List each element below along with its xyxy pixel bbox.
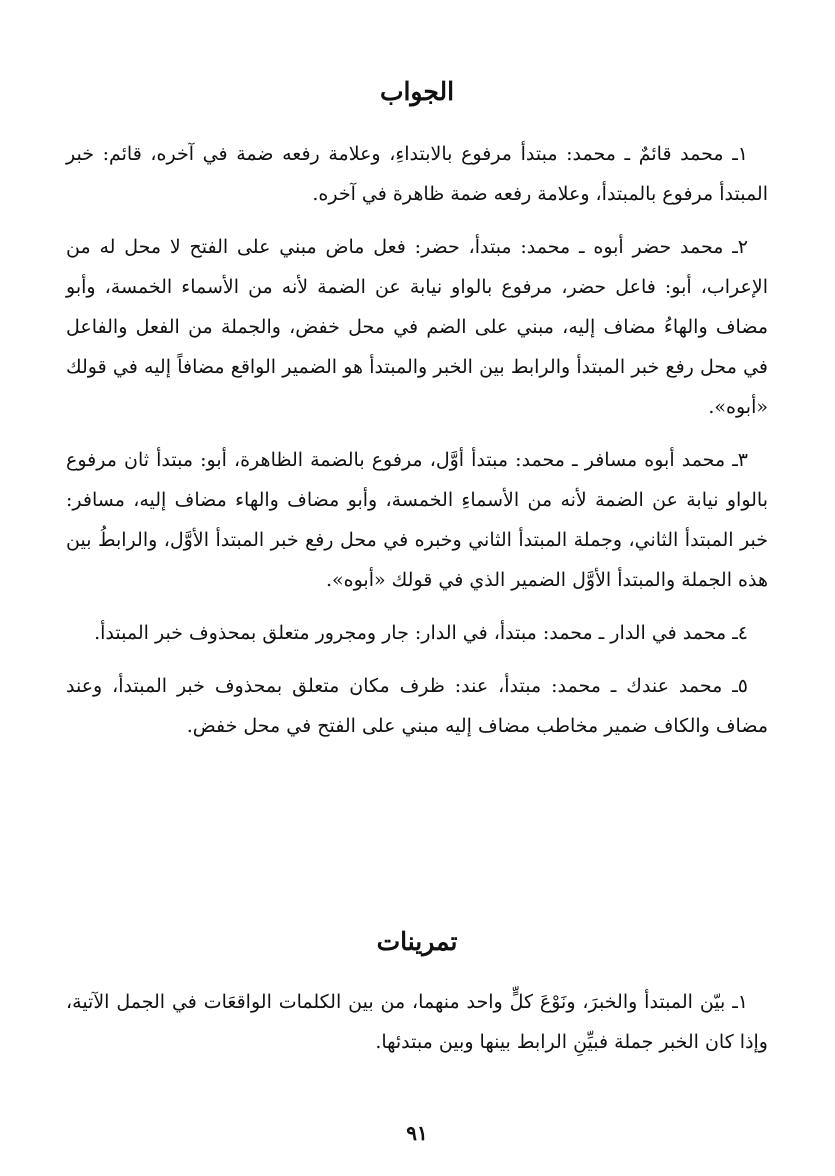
- exercises-heading: تمرينات: [376, 927, 458, 956]
- exercises-section: [66, 982, 768, 1075]
- book-page: [66, 0, 768, 1176]
- exercise-paragraph-1: ١ـ بيّن المبتدأ والخبرَ، ونَوْعَ كلٍّ واحد منهما، من بين الكلمات الواقعَات في الجمل الآتية، وإذا كان الخبر جملة فبيِّنِ الرابط بينها وبين مبتدئها.: [66, 991, 768, 1053]
- page-number: ٩١: [406, 1121, 428, 1145]
- answer-paragraph-2: ٢ـ محمد حضر أبوه ـ محمد: مبتدأ، حضر: فعل ماض مبني على الفتح لا محل له من الإعراب، أبو: فاعل حضر، مرفوع بالواو نيابة عن الضمة لأنه من الأسماء الخمسة، وأبو مضاف والهاءُ مضاف إليه، مبني على الضم في محل خفض، والجملة من الفعل والفاعل في محل رفع خبر المبتدأ والرابط بين الخبر والمبتدأ هو الضمير الواقع مضافاً إليه في قولك «أبوه».: [66, 236, 768, 418]
- answer-paragraph-3: ٣ـ محمد أبوه مسافر ـ محمد: مبتدأ أوَّل، مرفوع بالضمة الظاهرة، أبو: مبتدأ ثان مرفوع بالواو نيابة عن الضمة لأنه من الأسماءِ الخمسة، وأبو مضاف والهاء مضاف إليه، مسافر: خبر المبتدأ الثاني، وجملة المبتدأ الثاني وخبره في محل رفع خبر المبتدأ الأوَّل، والرابطُ بين هذه الجملة والمبتدأ الأوَّل الضمير الذي في قولك «أبوه».: [66, 449, 768, 591]
- answer-paragraph-4: ٤ـ محمد في الدار ـ محمد: مبتدأ، في الدار: جار ومجرور متعلق بمحذوف خبر المبتدأ.: [94, 622, 748, 644]
- answer-heading: الجواب: [379, 77, 455, 106]
- answers-section: [66, 134, 768, 759]
- answer-paragraph-5: ٥ـ محمد عندك ـ محمد: مبتدأ، عند: ظرف مكان متعلق بمحذوف خبر المبتدأ، وعند مضاف والكاف ضمير مخاطب مضاف إليه مبني على الفتح في محل خفض.: [66, 675, 768, 737]
- answer-paragraph-1: ١ـ محمد قائمٌ ـ محمد: مبتدأ مرفوع بالابتداءِ، وعلامة رفعه ضمة في آخره، قائم: خبر المبتدأ مرفوع بالمبتدأ، وعلامة رفعه ضمة ظاهرة في آخره.: [66, 143, 768, 205]
